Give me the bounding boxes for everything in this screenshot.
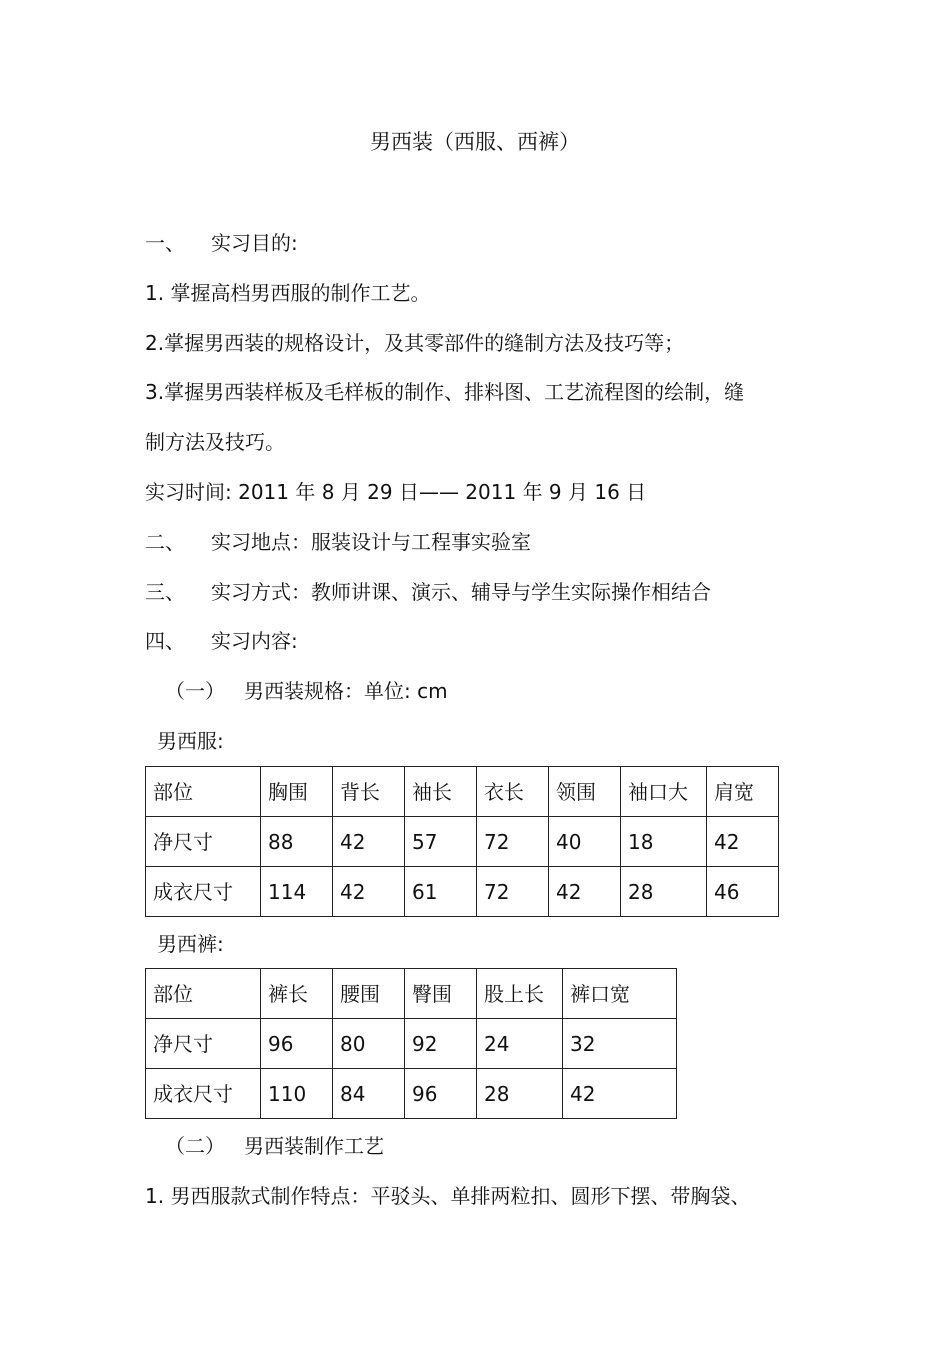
- section-heading-1: [145, 233, 298, 253]
- table-cell: 42: [333, 817, 405, 867]
- table-cell: 110: [261, 1069, 333, 1119]
- section-heading-4: [145, 631, 298, 651]
- section-text: 实习目的:: [211, 231, 298, 255]
- table-cell: 28: [477, 1069, 563, 1119]
- trousers-spec-table: [145, 968, 677, 1119]
- subsection-number: （一）: [165, 679, 225, 703]
- section-number: 一、: [145, 231, 185, 255]
- section-text: 实习地点：服装设计与工程事实验室: [211, 530, 531, 554]
- table-cell: 背长: [333, 767, 405, 817]
- table-cell: 32: [563, 1019, 677, 1069]
- table-cell: 57: [405, 817, 477, 867]
- table-row: [146, 867, 779, 917]
- table-cell: 净尺寸: [146, 1019, 261, 1069]
- table-cell: 72: [477, 867, 549, 917]
- table-cell: 28: [621, 867, 707, 917]
- table-cell: 96: [261, 1019, 333, 1069]
- section-number: 三、: [145, 580, 185, 604]
- table-row: [146, 817, 779, 867]
- table-header-row: [146, 767, 779, 817]
- section-number: 二、: [145, 530, 185, 554]
- table-cell: 胸围: [261, 767, 333, 817]
- jacket-spec-table: [145, 766, 779, 917]
- table-cell: 24: [477, 1019, 563, 1069]
- table-cell: 42: [333, 867, 405, 917]
- subsection-number: （二）: [165, 1134, 225, 1158]
- table-cell: 42: [563, 1069, 677, 1119]
- section-heading-2: [145, 532, 531, 552]
- table-cell: 96: [405, 1069, 477, 1119]
- subsection-heading-2: [165, 1136, 384, 1156]
- table-cell: 成衣尺寸: [146, 867, 261, 917]
- table-cell: 84: [333, 1069, 405, 1119]
- table-row: [146, 1069, 677, 1119]
- table-cell: 114: [261, 867, 333, 917]
- goal-line-4: 制方法及技巧。: [145, 430, 285, 454]
- goal-line-3: 3.掌握男西装样板及毛样板的制作、排料图、工艺流程图的绘制，缝: [145, 380, 745, 404]
- table-cell: 72: [477, 817, 549, 867]
- table-cell: 袖长: [405, 767, 477, 817]
- jacket-label: 男西服:: [157, 729, 224, 753]
- table-cell: 袖口大: [621, 767, 707, 817]
- table-cell: 衣长: [477, 767, 549, 817]
- table-cell: 部位: [146, 969, 261, 1019]
- section-number: 四、: [145, 629, 185, 653]
- table-cell: 肩宽: [707, 767, 779, 817]
- goal-line-2: 2.掌握男西装的规格设计，及其零部件的缝制方法及技巧等；: [145, 331, 685, 355]
- table-cell: 80: [333, 1019, 405, 1069]
- table-header-row: [146, 969, 677, 1019]
- table-cell: 臀围: [405, 969, 477, 1019]
- process-line-1: 1. 男西服款式制作特点：平驳头、单排两粒扣、圆形下摆、带胸袋、: [145, 1184, 751, 1208]
- trousers-label: 男西裤:: [157, 932, 224, 956]
- subsection-text: 男西装规格：单位: cm: [244, 679, 448, 703]
- table-cell: 61: [405, 867, 477, 917]
- subsection-heading-1: [165, 681, 448, 701]
- table-cell: 净尺寸: [146, 817, 261, 867]
- table-cell: 42: [549, 867, 621, 917]
- subsection-text: 男西装制作工艺: [244, 1134, 384, 1158]
- practice-time: 实习时间: 2011 年 8 月 29 日—— 2011 年 9 月 16 日: [145, 480, 647, 504]
- table-cell: 裤口宽: [563, 969, 677, 1019]
- table-cell: 腰围: [333, 969, 405, 1019]
- table-cell: 部位: [146, 767, 261, 817]
- section-heading-3: [145, 582, 711, 602]
- page-title: 男西装（西服、西裤）: [370, 130, 580, 154]
- table-cell: 股上长: [477, 969, 563, 1019]
- table-cell: 领围: [549, 767, 621, 817]
- table-row: [146, 1019, 677, 1069]
- section-text: 实习内容:: [211, 629, 298, 653]
- table-cell: 92: [405, 1019, 477, 1069]
- table-cell: 42: [707, 817, 779, 867]
- table-cell: 88: [261, 817, 333, 867]
- section-text: 实习方式：教师讲课、演示、辅导与学生实际操作相结合: [211, 580, 711, 604]
- table-cell: 成衣尺寸: [146, 1069, 261, 1119]
- table-cell: 46: [707, 867, 779, 917]
- table-cell: 18: [621, 817, 707, 867]
- table-cell: 40: [549, 817, 621, 867]
- goal-line-1: 1. 掌握高档男西服的制作工艺。: [145, 281, 431, 305]
- table-cell: 裤长: [261, 969, 333, 1019]
